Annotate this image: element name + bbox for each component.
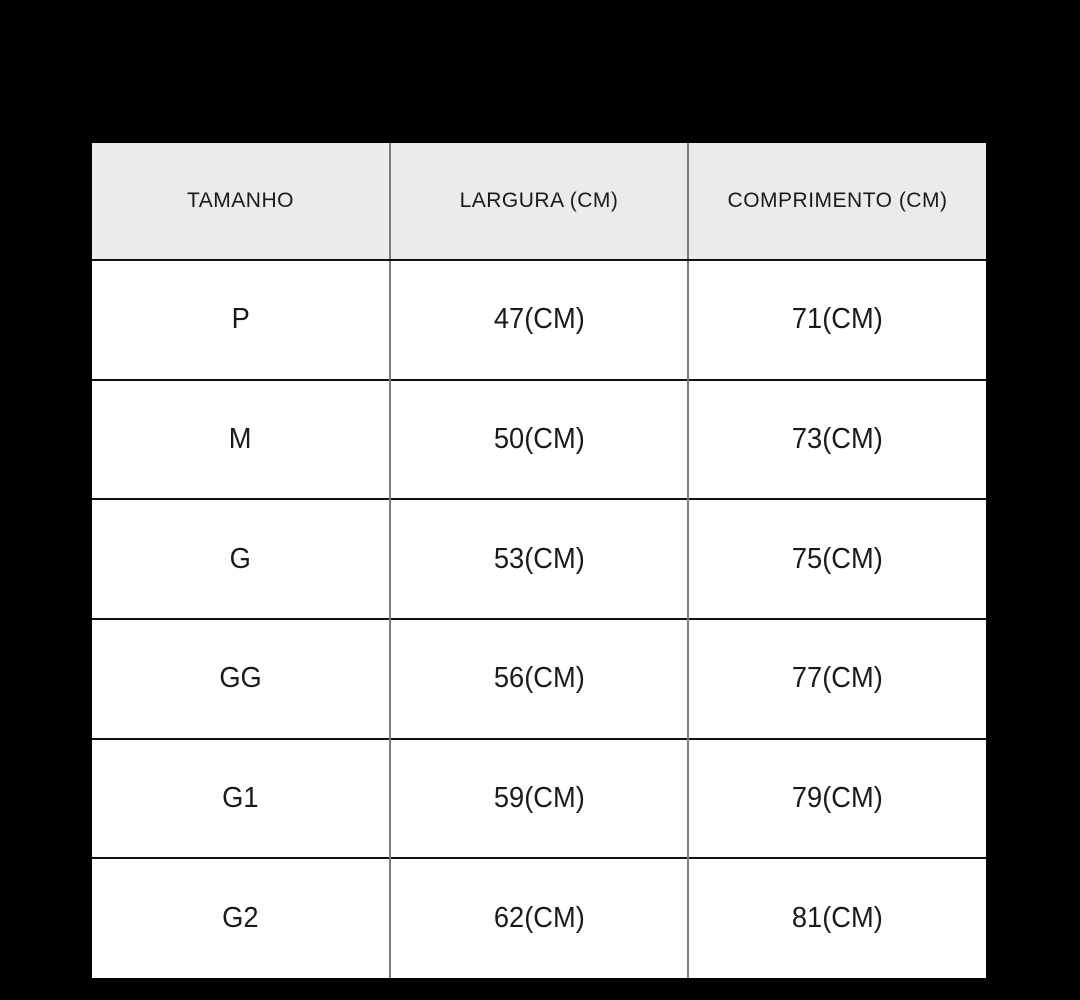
size-table xyxy=(92,143,986,978)
size-label: GG xyxy=(219,662,262,695)
length-cell xyxy=(688,499,986,619)
length-value: 77(CM) xyxy=(792,662,883,695)
table-row xyxy=(92,619,986,739)
table-row xyxy=(92,380,986,500)
length-cell xyxy=(688,739,986,859)
size-label: G xyxy=(229,542,252,575)
size-label: G1 xyxy=(222,781,259,814)
size-cell xyxy=(92,499,390,619)
size-table-body xyxy=(92,260,986,978)
size-cell xyxy=(92,619,390,739)
length-value: 71(CM) xyxy=(792,303,883,336)
length-cell xyxy=(688,858,986,978)
length-value: 81(CM) xyxy=(792,902,883,935)
length-value: 73(CM) xyxy=(792,422,883,455)
size-cell xyxy=(92,380,390,500)
width-value: 62(CM) xyxy=(493,902,585,935)
table-row xyxy=(92,260,986,380)
column-header-tamanho: TAMANHO xyxy=(92,143,390,260)
width-value: 59(CM) xyxy=(493,781,585,814)
size-table-header xyxy=(92,143,986,260)
width-value: 50(CM) xyxy=(493,422,585,455)
size-cell xyxy=(92,739,390,859)
length-value: 75(CM) xyxy=(792,542,883,575)
header-row xyxy=(92,143,986,260)
width-value: 47(CM) xyxy=(493,303,585,336)
width-cell xyxy=(390,739,688,859)
size-chart-container xyxy=(92,143,986,978)
table-row xyxy=(92,858,986,978)
width-cell xyxy=(390,260,688,380)
size-cell xyxy=(92,858,390,978)
table-row xyxy=(92,739,986,859)
column-header-comprimento: COMPRIMENTO (CM) xyxy=(688,143,986,260)
length-cell xyxy=(688,619,986,739)
width-value: 56(CM) xyxy=(493,662,585,695)
length-cell xyxy=(688,380,986,500)
size-label: G2 xyxy=(222,902,259,935)
width-value: 53(CM) xyxy=(493,542,585,575)
column-header-largura: LARGURA (CM) xyxy=(390,143,688,260)
size-label: M xyxy=(229,422,252,455)
length-value: 79(CM) xyxy=(792,781,883,814)
length-cell xyxy=(688,260,986,380)
table-row xyxy=(92,499,986,619)
width-cell xyxy=(390,858,688,978)
size-label: P xyxy=(231,303,250,336)
size-cell xyxy=(92,260,390,380)
width-cell xyxy=(390,619,688,739)
width-cell xyxy=(390,499,688,619)
width-cell xyxy=(390,380,688,500)
